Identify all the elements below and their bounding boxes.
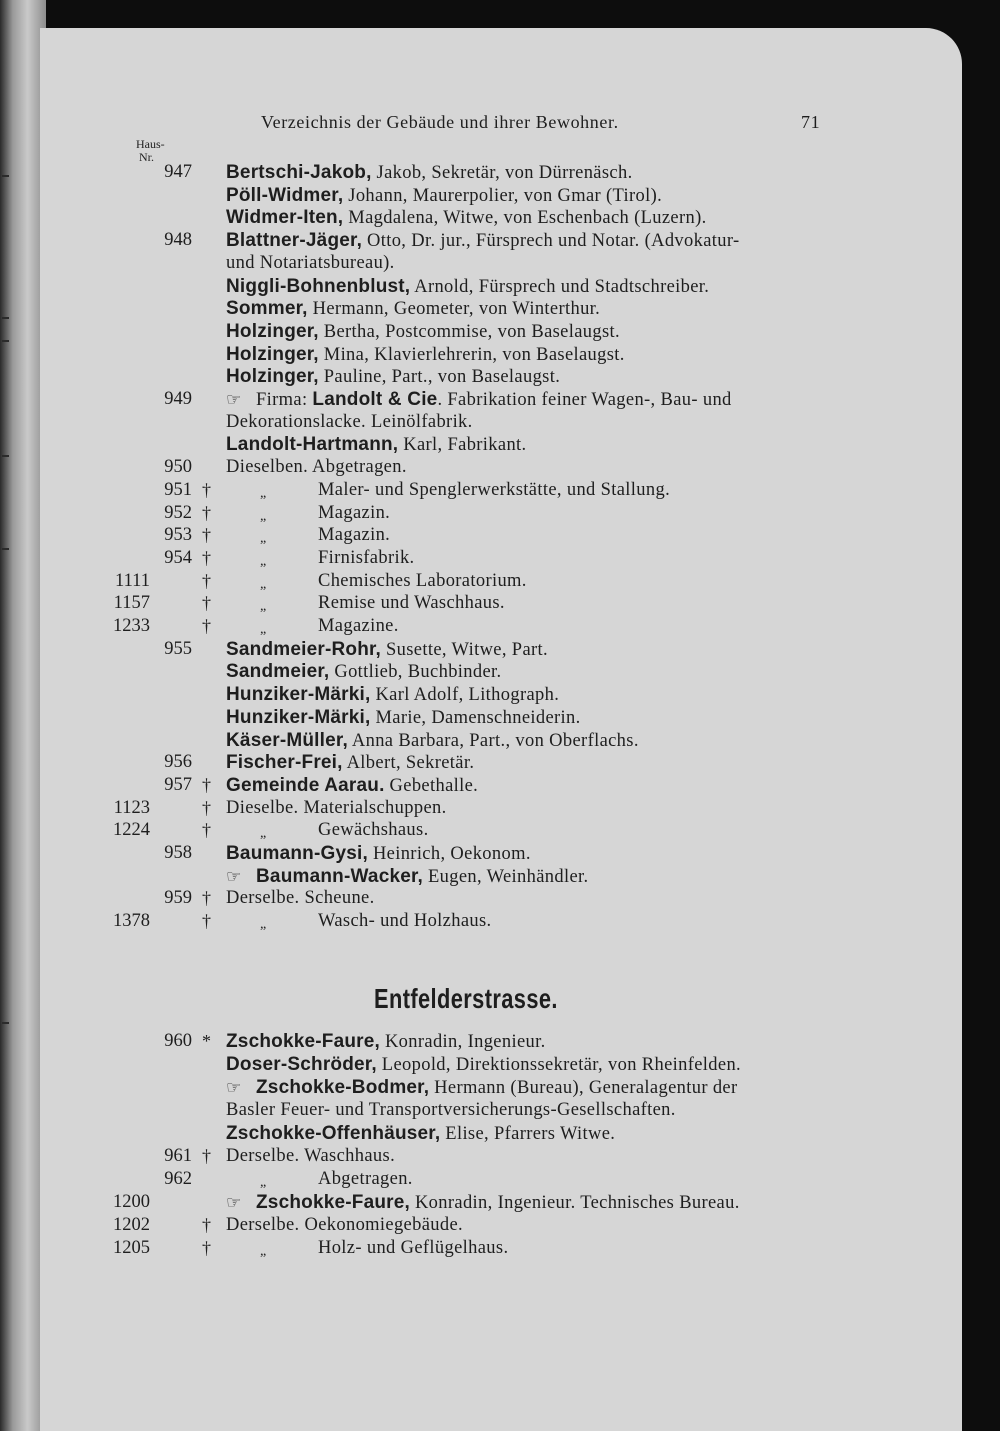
entry-line <box>226 458 407 477</box>
resident-name: Zschokke-Faure, <box>256 1192 410 1213</box>
dagger-mark: † <box>202 888 211 909</box>
entry-details: Abgetragen. <box>318 1169 413 1189</box>
dagger-mark: † <box>202 774 211 795</box>
dagger-mark: † <box>202 911 211 932</box>
pointing-hand-icon: ☞ <box>226 866 242 887</box>
entry-line <box>226 345 625 365</box>
entry-details: Johann, Maurerpolier, von Gmar (Tirol). <box>343 185 663 206</box>
entry-line <box>226 776 478 796</box>
entry-details: Gottlieb, Buchbinder. <box>329 662 502 683</box>
entry-line <box>226 731 639 751</box>
entry-details: Chemisches Laboratorium. <box>318 570 527 591</box>
entry-details: Pauline, Part., von Baselaugst. <box>318 367 561 388</box>
entry-details: Elise, Pfarrers Witwe. <box>440 1124 616 1144</box>
resident-name: Sandmeier, <box>226 661 330 683</box>
house-number: 948 <box>164 230 192 251</box>
dagger-mark: † <box>202 1215 211 1235</box>
entry-line <box>226 504 390 523</box>
entry-details: Gebethalle. <box>384 775 479 796</box>
entry-details: Karl, Fabrikant. <box>398 435 527 456</box>
entry-line <box>226 367 560 387</box>
ditto-mark: „ <box>260 553 267 569</box>
ditto-mark: „ <box>260 599 267 615</box>
house-number-old: 1200 <box>113 1192 150 1212</box>
house-number-old: 1378 <box>113 911 150 932</box>
house-number: 959 <box>164 888 192 909</box>
dagger-mark: † <box>202 547 211 568</box>
resident-name: Holzinger, <box>226 366 319 388</box>
entry-line <box>226 526 390 545</box>
house-number: 954 <box>164 547 192 568</box>
house-number: 957 <box>164 774 192 795</box>
resident-name: Widmer-Iten, <box>226 207 344 229</box>
resident-name: Holzinger, <box>226 320 319 342</box>
ditto-mark: „ <box>260 508 267 524</box>
house-number-old: 1224 <box>113 820 150 841</box>
resident-name: Zschokke-Faure, <box>226 1031 380 1052</box>
entry-details: Susette, Witwe, Part. <box>381 639 548 660</box>
resident-name: Niggli-Bohnenblust, <box>226 275 411 297</box>
pointing-hand-icon: ☞ <box>226 390 242 410</box>
house-number: 962 <box>164 1169 192 1189</box>
entry-details: Marie, Damenschneiderin. <box>370 707 581 728</box>
entry-line <box>226 1239 508 1258</box>
ditto-mark: „ <box>260 917 267 933</box>
resident-name: Hunziker-Märki, <box>226 684 371 706</box>
entry-details: Jakob, Sekretär, von Dürrenäsch. <box>371 163 633 183</box>
entry-line <box>226 1055 741 1075</box>
ditto-mark: „ <box>260 1244 267 1259</box>
entry-details: Dieselbe. Materialschuppen. <box>226 797 447 818</box>
resident-name: Fischer-Frei, <box>226 752 343 774</box>
entry-details: Magdalena, Witwe, von Eschenbach (Luzern). <box>343 208 707 229</box>
entry-details: Heinrich, Oekonom. <box>367 844 531 864</box>
entry-prefix: Firma: <box>256 390 313 410</box>
column-label-haus: Haus- <box>136 137 165 151</box>
house-number-old: 1205 <box>113 1238 150 1258</box>
entry-line <box>226 1032 546 1052</box>
column-label-nr: Nr. <box>139 150 154 164</box>
entry-details: Karl Adolf, Lithograph. <box>370 685 560 706</box>
resident-name: Bertschi-Jakob, <box>226 162 372 183</box>
entry-details: Eugen, Weinhändler. <box>423 866 589 887</box>
pointing-hand-icon: ☞ <box>226 1193 242 1213</box>
entry-line <box>226 1216 463 1235</box>
running-header: Verzeichnis der Gebäude und ihrer Bewohner. <box>261 112 619 132</box>
entry-details: Otto, Dr. jur., Fürsprech und Notar. (Advokatur- <box>362 231 740 252</box>
asterisk-mark: * <box>202 1031 211 1051</box>
continuation-line: Dekorationslacke. Leinölfabrik. <box>226 411 473 432</box>
dagger-mark: † <box>202 1238 211 1258</box>
entry-details: Firnisfabrik. <box>318 547 415 568</box>
resident-name: Zschokke-Offenhäuser, <box>226 1123 441 1144</box>
house-number-old: 1111 <box>115 570 150 591</box>
entry-line <box>226 685 559 705</box>
entry-details: Anna Barbara, Part., von Oberflachs. <box>347 730 639 751</box>
ditto-mark: „ <box>260 485 267 501</box>
resident-name: Baumann-Wacker, <box>256 865 424 887</box>
entry-line <box>226 231 740 251</box>
entry-line <box>226 912 492 931</box>
house-number: 947 <box>164 162 192 182</box>
ditto-mark: „ <box>260 622 267 637</box>
entry-details: Magazin. <box>318 525 391 546</box>
continuation-line: Basler Feuer- und Transportversicherungs-Gesellschaften. <box>226 1100 676 1120</box>
dagger-mark: † <box>202 593 211 614</box>
entry-line <box>226 867 588 887</box>
entry-line <box>226 186 662 206</box>
entry-line <box>226 277 709 297</box>
resident-name: Holzinger, <box>226 343 319 365</box>
house-number-old: 1233 <box>113 616 150 636</box>
resident-name: Baumann-Gysi, <box>226 843 368 864</box>
entry-line <box>226 208 707 228</box>
resident-name: Blattner-Jäger, <box>226 230 363 252</box>
resident-name: Sandmeier-Rohr, <box>226 638 382 660</box>
house-number: 953 <box>164 525 192 546</box>
house-number: 958 <box>164 843 192 863</box>
entry-line <box>226 1193 740 1213</box>
house-number: 952 <box>164 502 192 523</box>
entry-line <box>226 322 620 342</box>
entry-line <box>226 481 670 500</box>
ditto-mark: „ <box>260 576 267 592</box>
entry-line <box>226 435 527 455</box>
entry-line <box>226 753 474 773</box>
entry-details: Mina, Klavierlehrerin, von Baselaugst. <box>318 344 625 365</box>
continuation-line: und Notariatsbureau). <box>226 252 395 273</box>
dagger-mark: † <box>202 616 211 636</box>
entry-details: Maler- und Spenglerwerkstätte, und Stallung. <box>318 479 671 500</box>
entry-line <box>226 299 600 319</box>
pointing-hand-icon: ☞ <box>226 1078 242 1098</box>
entry-line <box>226 1124 615 1144</box>
house-number: 949 <box>164 389 192 409</box>
dagger-mark: † <box>202 479 211 500</box>
ditto-mark: „ <box>260 1175 267 1190</box>
resident-name: Sommer, <box>226 298 308 320</box>
entry-line <box>226 662 502 682</box>
section-title: Entfelderstrasse. <box>374 983 558 1014</box>
page-number: 71 <box>801 112 821 132</box>
house-number-old: 1157 <box>113 593 150 614</box>
resident-name: Doser-Schröder, <box>226 1054 377 1075</box>
house-number: 960 <box>164 1031 192 1051</box>
entry-line <box>226 617 399 636</box>
entry-line <box>226 594 505 613</box>
resident-name: Landolt-Hartmann, <box>226 434 399 456</box>
entry-line <box>226 163 633 183</box>
entry-details: Derselbe. Scheune. <box>226 888 375 909</box>
entry-details: Bertha, Postcommise, von Baselaugst. <box>318 321 621 342</box>
house-number: 961 <box>164 1146 192 1166</box>
entry-line <box>226 821 429 840</box>
entry-line <box>226 549 415 568</box>
entry-details: Wasch- und Holzhaus. <box>318 911 492 932</box>
entry-details: Konradin, Ingenieur. Technisches Bureau. <box>410 1193 740 1213</box>
house-number: 955 <box>164 638 192 659</box>
dagger-mark: † <box>202 820 211 841</box>
dagger-mark: † <box>202 797 211 818</box>
entry-line <box>226 708 581 728</box>
entry-details: Remise und Waschhaus. <box>318 593 505 614</box>
entry-line <box>226 572 527 591</box>
entry-details: Leopold, Direktionssekretär, von Rheinfelden. <box>376 1055 742 1075</box>
resident-name: Landolt & Cie <box>312 389 438 410</box>
house-number: 950 <box>164 457 192 478</box>
entry-details: Hermann (Bureau), Generalagentur der <box>429 1078 738 1098</box>
entry-details: Gewächshaus. <box>318 820 429 841</box>
dagger-mark: † <box>202 1146 211 1166</box>
entry-details: Magazin. <box>318 502 391 523</box>
resident-name: Hunziker-Märki, <box>226 706 371 728</box>
entry-details: Albert, Sekretär. <box>342 753 475 774</box>
dagger-mark: † <box>202 570 211 591</box>
resident-name: Pöll-Widmer, <box>226 184 344 206</box>
ditto-mark: „ <box>260 531 267 547</box>
house-number: 951 <box>164 479 192 500</box>
entry-line <box>226 889 375 908</box>
dagger-mark: † <box>202 502 211 523</box>
entry-details: Derselbe. Waschhaus. <box>226 1146 396 1166</box>
entry-line <box>226 1147 395 1166</box>
entry-line <box>226 640 548 660</box>
entry-details: Holz- und Geflügelhaus. <box>318 1238 509 1258</box>
entry-details: Derselbe. Oekonomiegebäude. <box>226 1215 464 1235</box>
dagger-mark: † <box>202 525 211 546</box>
entry-details: Arnold, Fürsprech und Stadtschreiber. <box>410 276 710 297</box>
entry-details: Dieselben. Abgetragen. <box>226 457 407 478</box>
house-number: 956 <box>164 752 192 773</box>
entry-line <box>226 390 732 410</box>
house-number-old: 1123 <box>113 797 150 818</box>
entry-line <box>226 799 447 818</box>
ditto-mark: „ <box>260 826 267 842</box>
house-number-old: 1202 <box>113 1215 150 1235</box>
resident-name: Käser-Müller, <box>226 729 348 751</box>
resident-name: Gemeinde Aarau. <box>226 774 385 796</box>
entry-details: . Fabrikation feiner Wagen-, Bau- und <box>437 390 732 410</box>
entry-line <box>226 1170 413 1189</box>
entry-details: Hermann, Geometer, von Winterthur. <box>307 299 601 320</box>
entry-details: Konradin, Ingenieur. <box>380 1032 546 1052</box>
entry-line <box>226 844 531 864</box>
entry-line <box>226 1078 738 1098</box>
resident-name: Zschokke-Bodmer, <box>256 1077 430 1098</box>
entry-details: Magazine. <box>318 616 399 636</box>
